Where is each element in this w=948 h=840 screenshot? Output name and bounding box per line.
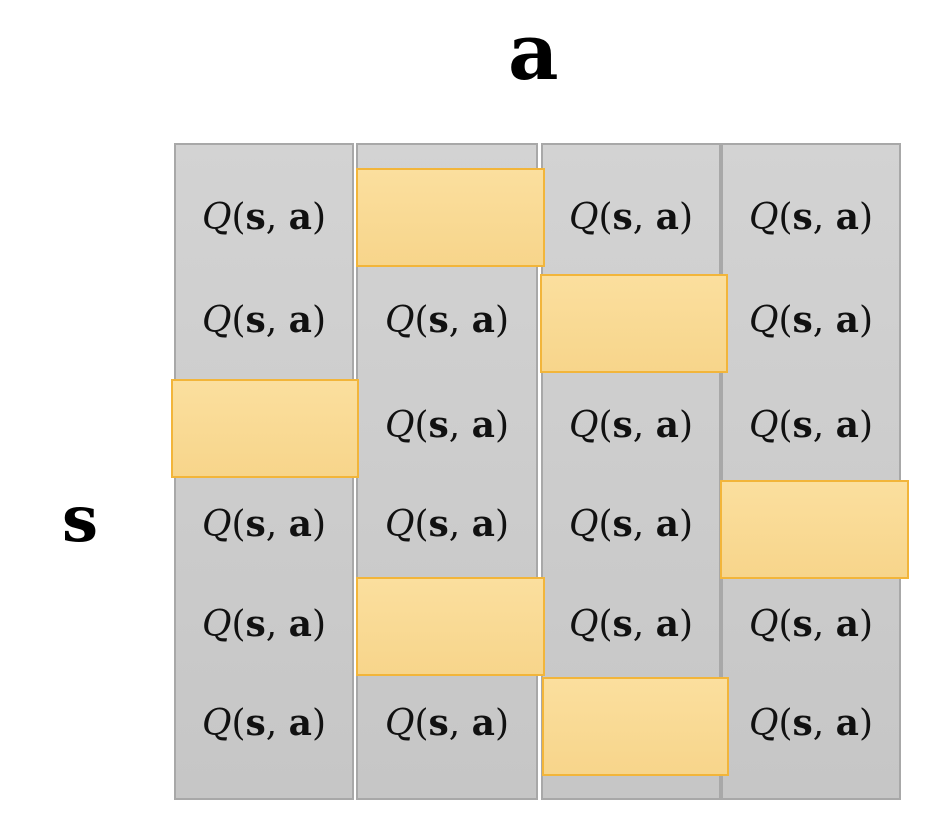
q-value-cell bbox=[541, 167, 721, 267]
q-value-label: Q(s, a) bbox=[568, 603, 694, 645]
q-value-label: Q(s, a) bbox=[568, 503, 694, 545]
highlighted-cell bbox=[171, 379, 359, 478]
q-value-cell bbox=[721, 167, 901, 267]
q-value-label: Q(s, a) bbox=[201, 702, 327, 744]
q-value-label: Q(s, a) bbox=[384, 404, 510, 446]
q-value-label: Q(s, a) bbox=[384, 503, 510, 545]
q-value-label: Q(s, a) bbox=[384, 299, 510, 341]
action-axis-label: a bbox=[508, 7, 559, 98]
highlighted-cell bbox=[540, 274, 728, 373]
q-value-label: Q(s, a) bbox=[748, 702, 874, 744]
q-value-label: Q(s, a) bbox=[748, 404, 874, 446]
highlighted-cell bbox=[356, 168, 545, 267]
q-value-cell bbox=[721, 375, 901, 475]
q-value-cell bbox=[721, 673, 901, 773]
q-value-cell bbox=[356, 375, 538, 475]
q-value-cell bbox=[356, 673, 538, 773]
q-value-cell bbox=[356, 270, 538, 370]
q-value-cell bbox=[541, 375, 721, 475]
q-value-label: Q(s, a) bbox=[568, 196, 694, 238]
q-value-cell bbox=[174, 167, 354, 267]
q-value-label: Q(s, a) bbox=[201, 503, 327, 545]
q-value-cell bbox=[356, 474, 538, 574]
q-value-label: Q(s, a) bbox=[201, 196, 327, 238]
q-value-cell bbox=[174, 673, 354, 773]
highlighted-cell bbox=[542, 677, 729, 776]
highlighted-cell bbox=[720, 480, 909, 579]
q-value-cell bbox=[174, 270, 354, 370]
highlighted-cell bbox=[356, 577, 545, 676]
q-value-cell bbox=[721, 270, 901, 370]
q-value-cell bbox=[174, 474, 354, 574]
q-value-label: Q(s, a) bbox=[568, 404, 694, 446]
q-value-label: Q(s, a) bbox=[384, 702, 510, 744]
q-value-label: Q(s, a) bbox=[201, 299, 327, 341]
q-value-label: Q(s, a) bbox=[748, 196, 874, 238]
q-value-cell bbox=[541, 574, 721, 674]
state-axis-label: s bbox=[62, 482, 99, 557]
q-value-label: Q(s, a) bbox=[201, 603, 327, 645]
q-value-label: Q(s, a) bbox=[748, 603, 874, 645]
q-value-cell bbox=[174, 574, 354, 674]
q-value-cell bbox=[541, 474, 721, 574]
q-value-cell bbox=[721, 574, 901, 674]
q-value-label: Q(s, a) bbox=[748, 299, 874, 341]
